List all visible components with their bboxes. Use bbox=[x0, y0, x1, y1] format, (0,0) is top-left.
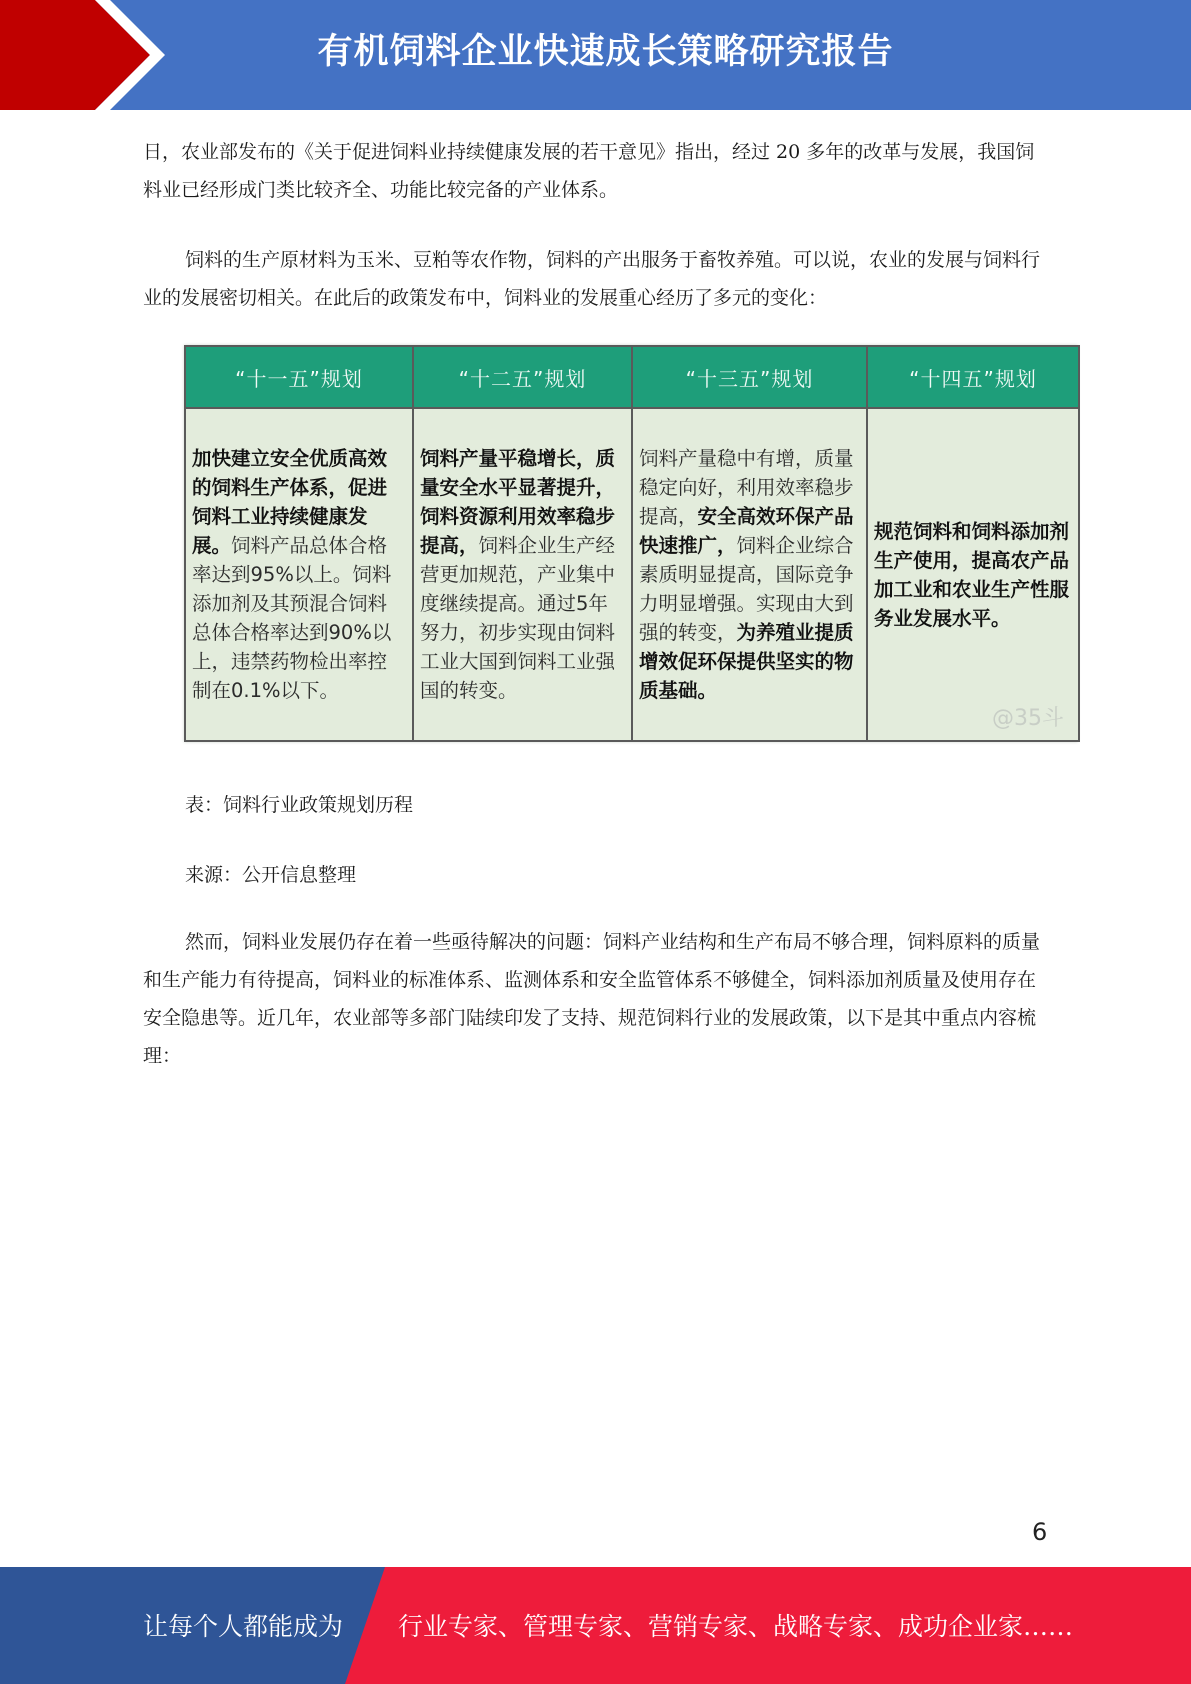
table-header-12th: “十二五”规划 bbox=[413, 346, 632, 408]
table-cell-11th: 加快建立安全优质高效的饲料生产体系，促进饲料工业持续健康发展。饲料产品总体合格率达到95%以上。饲料添加剂及其预混合饲料总体合格率达到90%以上，违禁药物检出率控制在0.1%以下。 bbox=[185, 408, 413, 741]
paragraph-1: 日，农业部发布的《关于促进饲料业持续健康发展的若干意见》指出，经过 20 多年的改革与发展，我国饲料业已经形成门类比较齐全、功能比较完备的产业体系。 bbox=[143, 141, 1035, 201]
page-number: 6 bbox=[1032, 1518, 1048, 1546]
report-title: 有机饲料企业快速成长策略研究报告 bbox=[317, 32, 894, 72]
paragraph-3: 然而，饲料业发展仍存在着一些亟待解决的问题：饲料产业结构和生产布局不够合理，饲料原料的质量和生产能力有待提高，饲料业的标准体系、监测体系和安全监管体系不够健全，饲料添加剂质量及使用存在安全隐患等。近几年，农业部等多部门陆续印发了支持、规范饲料行业的发展政策，以下是其中重点内容梳理： bbox=[143, 931, 1041, 1067]
table-cell-14th: 规范饲料和饲料添加剂生产使用，提高农产品加工业和农业生产性服务业发展水平。 bbox=[867, 408, 1079, 741]
footer-banner bbox=[0, 1567, 1191, 1684]
paragraph-2: 饲料的生产原材料为玉米、豆粕等农作物，饲料的产出服务于畜牧养殖。可以说，农业的发展与饲料行业的发展密切相关。在此后的政策发布中，饲料业的发展重心经历了多元的变化： bbox=[143, 249, 1041, 309]
source-caption: 来源：公开信息整理 bbox=[185, 864, 357, 886]
policy-plan-table bbox=[184, 345, 1078, 742]
footer-slogan-right: 行业专家、管理专家、营销专家、战略专家、成功企业家…… bbox=[398, 1612, 1074, 1641]
table-caption: 表：饲料行业政策规划历程 bbox=[185, 794, 414, 816]
table-cell-13th: 饲料产量稳中有增，质量稳定向好，利用效率稳步提高，安全高效环保产品快速推广，饲料企业综合素质明显提高，国际竞争力明显增强。实现由大到强的转变，为养殖业提质增效促环保提供坚实的物质基础。 bbox=[632, 408, 867, 741]
footer-slogan-left: 让每个人都能成为 bbox=[143, 1612, 344, 1641]
table-header-11th: “十一五”规划 bbox=[185, 346, 413, 408]
table-header-13th: “十三五”规划 bbox=[632, 346, 867, 408]
watermark: @35斗 bbox=[992, 706, 1064, 731]
table-header-14th: “十四五”规划 bbox=[867, 346, 1079, 408]
table-cell-12th: 饲料产量平稳增长，质量安全水平显著提升，饲料资源利用效率稳步提高，饲料企业生产经营更加规范，产业集中度继续提高。通过5年努力，初步实现由饲料工业大国到饲料工业强国的转变。 bbox=[413, 408, 632, 741]
header-banner bbox=[0, 0, 1191, 110]
